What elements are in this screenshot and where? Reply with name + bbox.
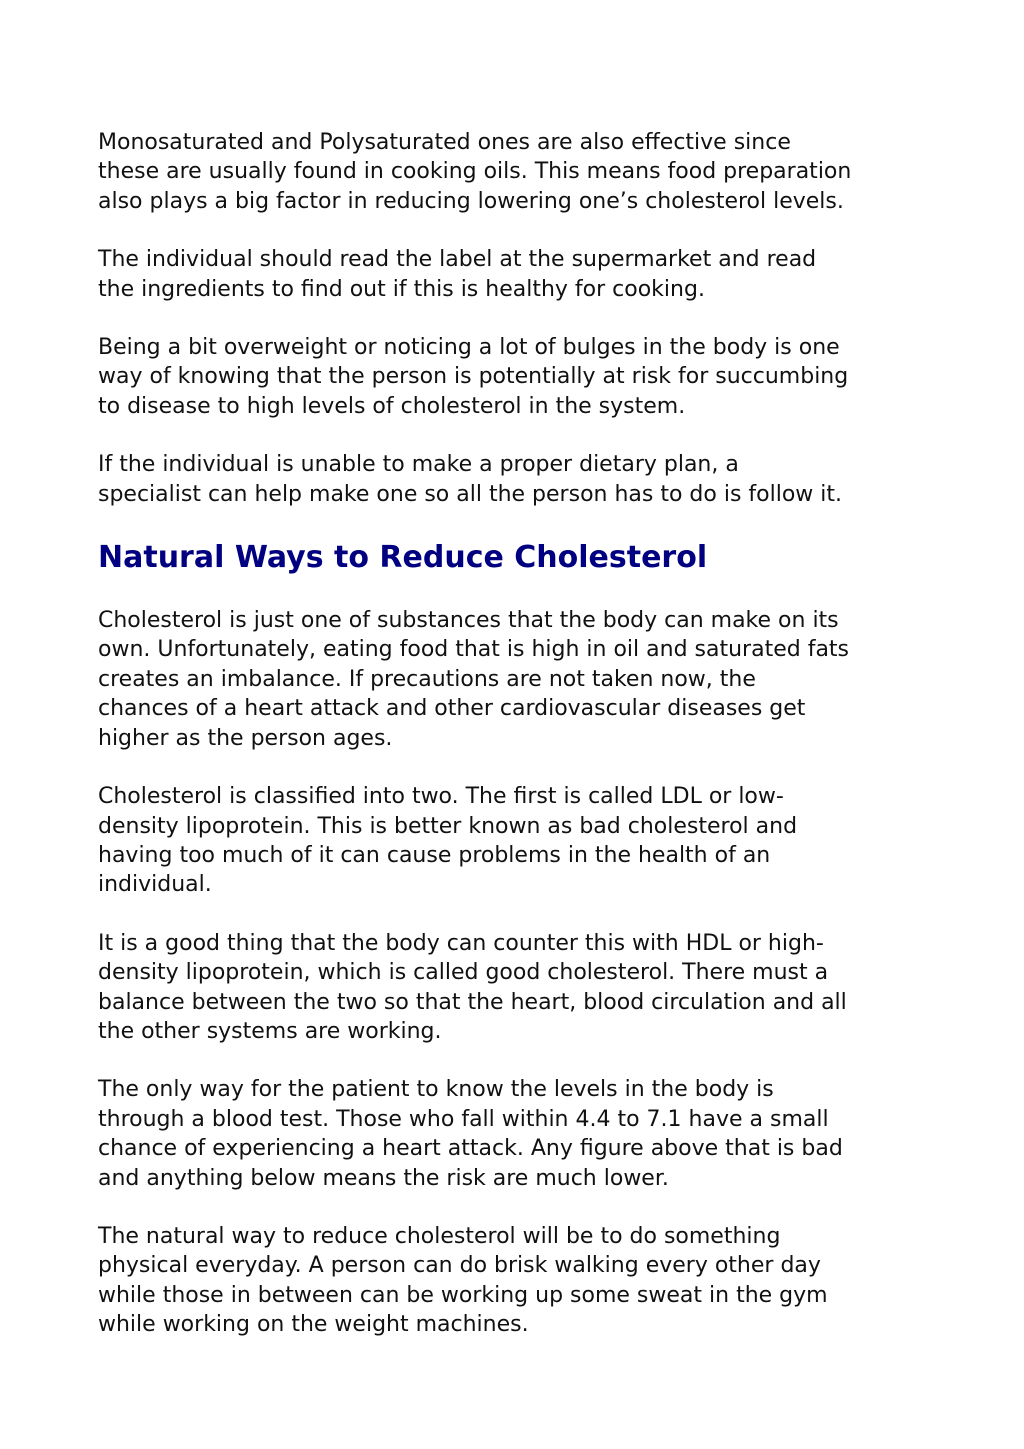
- paragraph-ldl: [98, 782, 938, 900]
- text-line: to disease to high levels of cholesterol in the system.: [98, 393, 686, 419]
- text-line: way of knowing that the person is potentially at risk for succumbing: [98, 364, 849, 390]
- text-line: It is a good thing that the body can counter this with HDL or high-: [98, 930, 824, 956]
- paragraph-read-label: [98, 245, 938, 304]
- text-line: also plays a big factor in reducing lowering one’s cholesterol levels.: [98, 188, 844, 214]
- text-line: Monosaturated and Polysaturated ones are also effective since: [98, 130, 791, 155]
- text-line: physical everyday. A person can do brisk walking every other day: [98, 1253, 821, 1279]
- text-line: the ingredients to find out if this is healthy for cooking.: [98, 276, 705, 302]
- text-line: creates an imbalance. If precautions are not taken now, the: [98, 666, 756, 692]
- text-line: while those in between can be working up some sweat in the gym: [98, 1282, 828, 1308]
- text-line: The individual should read the label at the supermarket and read: [98, 247, 817, 273]
- text-line: balance between the two so that the heart, blood circulation and all: [98, 989, 847, 1015]
- text-line: The only way for the patient to know the levels in the body is: [98, 1077, 774, 1103]
- document-page: [98, 128, 938, 1369]
- text-line: density lipoprotein. This is better known as bad cholesterol and: [98, 813, 798, 839]
- paragraph-exercise: [98, 1222, 938, 1340]
- text-line: Being a bit overweight or noticing a lot of bulges in the body is one: [98, 335, 840, 361]
- text-line: chances of a heart attack and other cardiovascular diseases get: [98, 696, 806, 722]
- paragraph-cooking-oils: [98, 128, 938, 216]
- text-line: and anything below means the risk are much lower.: [98, 1165, 669, 1191]
- text-line: The natural way to reduce cholesterol will be to do something: [98, 1223, 781, 1249]
- text-line: these are usually found in cooking oils. This means food preparation: [98, 159, 852, 185]
- text-line: density lipoprotein, which is called good cholesterol. There must a: [98, 960, 829, 986]
- text-line: individual.: [98, 872, 212, 898]
- text-line: higher as the person ages.: [98, 725, 393, 751]
- paragraph-hdl: [98, 929, 938, 1047]
- text-line: If the individual is unable to make a proper dietary plan, a: [98, 452, 739, 478]
- text-line: the other systems are working.: [98, 1018, 442, 1044]
- text-line: chance of experiencing a heart attack. Any figure above that is bad: [98, 1136, 843, 1162]
- paragraph-cholesterol-intro: [98, 606, 938, 753]
- text-line: while working on the weight machines.: [98, 1312, 529, 1338]
- text-line: own. Unfortunately, eating food that is high in oil and saturated fats: [98, 637, 850, 663]
- text-line: having too much of it can cause problems in the health of an: [98, 842, 771, 868]
- paragraph-dietary-plan: [98, 450, 938, 509]
- text-line: through a blood test. Those who fall within 4.4 to 7.1 have a small: [98, 1106, 829, 1132]
- text-line: specialist can help make one so all the person has to do is follow it.: [98, 481, 843, 507]
- section-heading: Natural Ways to Reduce Cholesterol: [98, 540, 708, 576]
- text-line: Cholesterol is classified into two. The first is called LDL or low-: [98, 784, 784, 810]
- paragraph-blood-test: [98, 1075, 938, 1193]
- paragraph-overweight: [98, 333, 938, 421]
- text-line: Cholesterol is just one of substances that the body can make on its: [98, 608, 839, 634]
